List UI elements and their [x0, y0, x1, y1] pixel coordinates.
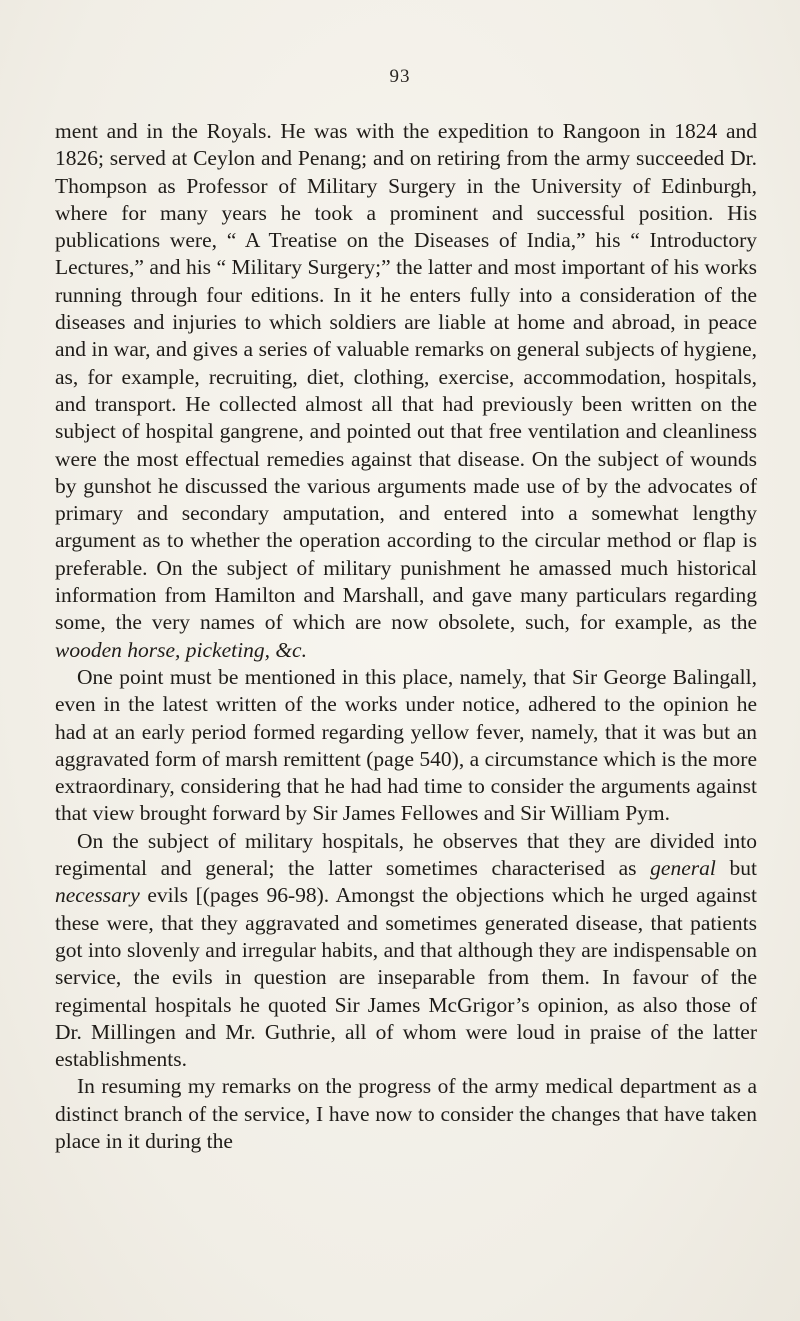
paragraph-1 — [55, 118, 757, 664]
paragraph-3-text-b: but — [715, 856, 757, 881]
body-text — [55, 118, 757, 1155]
italic-phrase-wooden-horse: wooden horse, picketing, &c. — [55, 637, 307, 662]
page-number: 93 — [389, 66, 411, 87]
italic-word-general: general — [650, 856, 716, 881]
paragraph-2-text: One point must be mentioned in this place, namely, that Sir George Balingall, even in the latest written of the works under notice, adhered to the opinion he had at an early period formed regarding yellow fever, namely, that it was but an aggravated form of marsh remittent (page 540), a circumstance which is the more extraordinary, considering that he had had time to consider the arguments against that view brought forward by Sir James Fellowes and Sir William Pym. — [55, 664, 757, 826]
paragraph-4-text: In resuming my remarks on the progress of the army medical department as a distinct branch of the service, I have now to consider the changes that have taken place in it during the — [55, 1074, 757, 1153]
paragraph-1-text: ment and in the Royals. He was with the expedition to Rangoon in 1824 and 1826; served at Ceylon and Penang; and on retiring from the army succeeded Dr. Thompson as Professor of Military Surgery in the University of Edinburgh, where for many years he took a prominent and successful position. His publications were, “ A Treatise on the Diseases of India,” his “ Introductory Lectures,” and his “ Military Surgery;” the latter and most important of his works running through four editions. In it he enters fully into a consideration of the diseases and injuries to which soldiers are liable at home and abroad, in peace and in war, and gives a series of valuable remarks on general subjects of hygiene, as, for example, recruiting, diet, clothing, exercise, accommodation, hospitals, and transport. He collected almost all that had previously been written on the subject of hospital gangrene, and pointed out that free ventilation and cleanliness were the most effectual remedies against that disease. On the subject of wounds by gunshot he discussed the various arguments made use of by the advocates of primary and secondary amputation, and entered into a somewhat lengthy argument as to whether the operation according to the circular method or flap is preferable. On the subject of military punishment he amassed much historical information from Hamilton and Marshall, and gave many particulars regarding some, the very names of which are now obsolete, such, for example, as the — [55, 119, 757, 635]
paragraph-2 — [55, 664, 757, 828]
paragraph-3-text-a: On the subject of military hospitals, he observes that they are divided into regimental and general; the latter sometimes characterised as — [55, 828, 757, 881]
paragraph-4 — [55, 1073, 757, 1155]
italic-word-necessary: necessary — [55, 883, 140, 908]
paragraph-3-text-c: evils [(pages 96-98). Amongst the objections which he urged against these were, that they aggravated and sometimes generated disease, that patients got into slovenly and irregular habits, and that although they are indispensable on service, the evils in question are inseparable from them. In favour of the regimental hospitals he quoted Sir James McGrigor’s opinion, as also those of Dr. Millingen and Mr. Guthrie, all of whom were loud in praise of the latter establishments. — [55, 883, 757, 1072]
paragraph-3 — [55, 828, 757, 1074]
